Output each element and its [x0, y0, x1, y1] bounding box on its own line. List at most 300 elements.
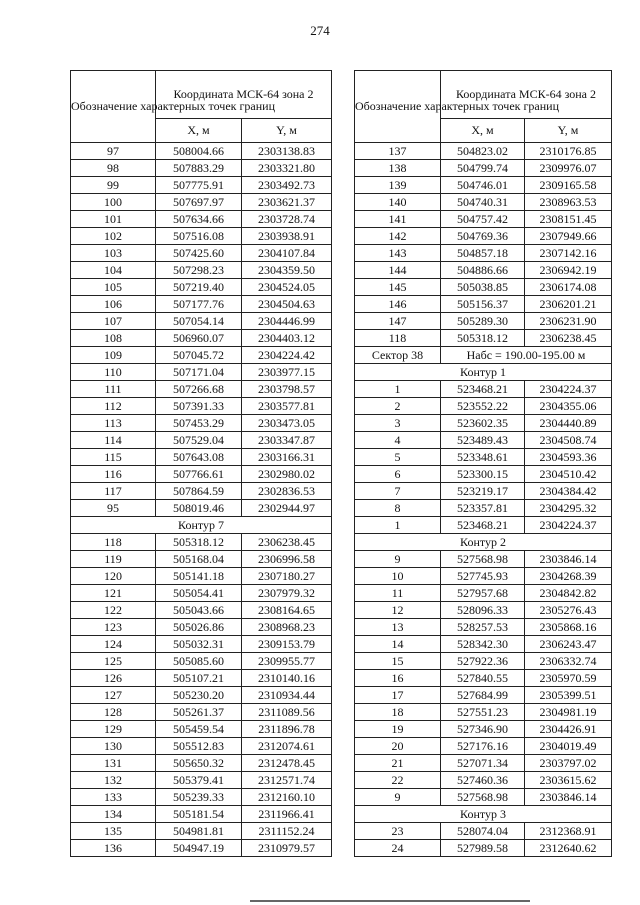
page-bottom-edge [250, 900, 530, 902]
coord-y: 2305970.59 [525, 670, 612, 687]
coord-y: 2305868.16 [525, 619, 612, 636]
table-row [355, 789, 612, 806]
coord-y: 2312074.61 [242, 738, 332, 755]
coord-x: 527989.58 [441, 840, 525, 857]
point-id: 100 [71, 194, 156, 211]
table-row [71, 806, 332, 823]
coord-y: 2306243.47 [525, 636, 612, 653]
point-id: 102 [71, 228, 156, 245]
contour-header-row [71, 517, 332, 534]
coordinates-table-left [70, 70, 332, 857]
coord-y: 2306238.45 [525, 330, 612, 347]
coord-x: 507453.29 [156, 415, 242, 432]
point-id: 10 [355, 568, 441, 585]
coord-x: 507177.76 [156, 296, 242, 313]
sector-header-row [355, 347, 612, 364]
point-id: 99 [71, 177, 156, 194]
table-row [355, 602, 612, 619]
coord-x: 505181.54 [156, 806, 242, 823]
coord-y: 2303321.80 [242, 160, 332, 177]
table-row [355, 194, 612, 211]
point-id: 130 [71, 738, 156, 755]
table-row [355, 500, 612, 517]
coord-x: 527568.98 [441, 789, 525, 806]
coord-x: 504857.18 [441, 245, 525, 262]
coord-y: 2304224.37 [525, 381, 612, 398]
point-id: 135 [71, 823, 156, 840]
table-row [355, 228, 612, 245]
point-id: 21 [355, 755, 441, 772]
coord-y: 2311966.41 [242, 806, 332, 823]
coord-x: 504823.02 [441, 143, 525, 160]
coord-x: 505261.37 [156, 704, 242, 721]
point-id: 22 [355, 772, 441, 789]
table-row [71, 687, 332, 704]
table-row [71, 483, 332, 500]
table-row [71, 160, 332, 177]
table-row [355, 432, 612, 449]
point-id: 17 [355, 687, 441, 704]
table-row [71, 398, 332, 415]
coord-x: 505026.86 [156, 619, 242, 636]
coord-x: 505289.30 [441, 313, 525, 330]
point-id: 6 [355, 466, 441, 483]
coord-y: 2307949.66 [525, 228, 612, 245]
table-row [71, 245, 332, 262]
coord-x: 507516.08 [156, 228, 242, 245]
point-id: 128 [71, 704, 156, 721]
table-row [71, 466, 332, 483]
point-id: 136 [71, 840, 156, 857]
coord-y: 2304019.49 [525, 738, 612, 755]
table-row [71, 602, 332, 619]
coord-x: 527957.68 [441, 585, 525, 602]
table-row [355, 653, 612, 670]
table-row [71, 228, 332, 245]
coord-y: 2304384.42 [525, 483, 612, 500]
coord-y: 2302980.02 [242, 466, 332, 483]
table-row [355, 449, 612, 466]
coord-x: 505054.41 [156, 585, 242, 602]
point-id: 97 [71, 143, 156, 160]
coord-y: 2304504.63 [242, 296, 332, 313]
header-x: X, м [441, 119, 525, 143]
coord-y: 2303347.87 [242, 432, 332, 449]
table-body-right [355, 143, 612, 857]
point-id: 124 [71, 636, 156, 653]
coord-y: 2310934.44 [242, 687, 332, 704]
coord-y: 2311896.78 [242, 721, 332, 738]
point-id: 103 [71, 245, 156, 262]
coord-x: 505318.12 [156, 534, 242, 551]
point-id: 144 [355, 262, 441, 279]
point-id: 4 [355, 432, 441, 449]
coord-x: 527922.36 [441, 653, 525, 670]
coord-y: 2307142.16 [525, 245, 612, 262]
point-id: 118 [355, 330, 441, 347]
coord-x: 523219.17 [441, 483, 525, 500]
coord-x: 527840.55 [441, 670, 525, 687]
point-id: 110 [71, 364, 156, 381]
table-row [355, 466, 612, 483]
coord-y: 2312640.62 [525, 840, 612, 857]
point-id: 13 [355, 619, 441, 636]
table-row [71, 296, 332, 313]
header-x: X, м [156, 119, 242, 143]
table-row [71, 177, 332, 194]
coord-y: 2306238.45 [242, 534, 332, 551]
coord-x: 505239.33 [156, 789, 242, 806]
point-id: 7 [355, 483, 441, 500]
point-id: 2 [355, 398, 441, 415]
coord-x: 527551.23 [441, 704, 525, 721]
coord-x: 523468.21 [441, 517, 525, 534]
table-row [71, 364, 332, 381]
table-row [355, 619, 612, 636]
coord-x: 504769.36 [441, 228, 525, 245]
table-row [71, 432, 332, 449]
coord-y: 2304295.32 [525, 500, 612, 517]
point-id: 120 [71, 568, 156, 585]
table-row [355, 551, 612, 568]
coord-y: 2306332.74 [525, 653, 612, 670]
coord-x: 523489.43 [441, 432, 525, 449]
point-id: 125 [71, 653, 156, 670]
coord-x: 507298.23 [156, 262, 242, 279]
point-id: 115 [71, 449, 156, 466]
contour-header-row [355, 534, 612, 551]
coord-y: 2304524.05 [242, 279, 332, 296]
point-id: 127 [71, 687, 156, 704]
coord-y: 2303798.57 [242, 381, 332, 398]
coord-x: 507634.66 [156, 211, 242, 228]
coord-x: 505230.20 [156, 687, 242, 704]
coord-x: 505038.85 [441, 279, 525, 296]
table-row [71, 721, 332, 738]
table-row [71, 330, 332, 347]
coord-y: 2303138.83 [242, 143, 332, 160]
coord-y: 2312478.45 [242, 755, 332, 772]
point-id: 9 [355, 551, 441, 568]
coord-y: 2307979.32 [242, 585, 332, 602]
coord-y: 2307180.27 [242, 568, 332, 585]
table-row [71, 653, 332, 670]
point-id: 12 [355, 602, 441, 619]
point-id: 107 [71, 313, 156, 330]
point-id: 140 [355, 194, 441, 211]
header-y: Y, м [242, 119, 332, 143]
coord-x: 523602.35 [441, 415, 525, 432]
coord-y: 2302944.97 [242, 500, 332, 517]
coord-y: 2303473.05 [242, 415, 332, 432]
coord-y: 2303846.14 [525, 789, 612, 806]
header-point-designation: Обозначение характерных точек границ [71, 71, 156, 143]
coord-x: 505141.18 [156, 568, 242, 585]
coord-y: 2312571.74 [242, 772, 332, 789]
table-row [355, 483, 612, 500]
coord-y: 2309153.79 [242, 636, 332, 653]
coord-y: 2303621.37 [242, 194, 332, 211]
coord-y: 2312160.10 [242, 789, 332, 806]
table-row [71, 619, 332, 636]
coord-x: 527460.36 [441, 772, 525, 789]
point-id: 11 [355, 585, 441, 602]
point-id: 133 [71, 789, 156, 806]
coord-y: 2309165.58 [525, 177, 612, 194]
point-id: 119 [71, 551, 156, 568]
header-coordinate-system: Координата МСК-64 зона 2 [441, 71, 612, 119]
coord-x: 523552.22 [441, 398, 525, 415]
table-row [355, 143, 612, 160]
table-row [71, 823, 332, 840]
table-row [71, 449, 332, 466]
coord-x: 504981.81 [156, 823, 242, 840]
point-id: 126 [71, 670, 156, 687]
coord-y: 2304981.19 [525, 704, 612, 721]
point-id: 24 [355, 840, 441, 857]
table-row [355, 568, 612, 585]
table-row [355, 704, 612, 721]
table-row [355, 262, 612, 279]
coord-x: 507219.40 [156, 279, 242, 296]
point-id: 129 [71, 721, 156, 738]
coord-x: 505032.31 [156, 636, 242, 653]
table-row [71, 143, 332, 160]
table-row [355, 415, 612, 432]
coord-x: 527176.16 [441, 738, 525, 755]
coord-y: 2304446.99 [242, 313, 332, 330]
point-id: 112 [71, 398, 156, 415]
coord-x: 507171.04 [156, 364, 242, 381]
coord-y: 2310140.16 [242, 670, 332, 687]
coord-y: 2302836.53 [242, 483, 332, 500]
table-row [355, 211, 612, 228]
sector-label: Сектор 38 [355, 347, 441, 364]
point-id: 138 [355, 160, 441, 177]
point-id: 134 [71, 806, 156, 823]
coord-x: 505459.54 [156, 721, 242, 738]
coord-y: 2303977.15 [242, 364, 332, 381]
point-id: 145 [355, 279, 441, 296]
point-id: 109 [71, 347, 156, 364]
table-row [71, 381, 332, 398]
coord-y: 2303797.02 [525, 755, 612, 772]
point-id: 131 [71, 755, 156, 772]
point-id: 15 [355, 653, 441, 670]
table-row [71, 738, 332, 755]
coord-y: 2311152.24 [242, 823, 332, 840]
coord-y: 2304426.91 [525, 721, 612, 738]
table-row [71, 415, 332, 432]
point-id: 105 [71, 279, 156, 296]
coord-y: 2309955.77 [242, 653, 332, 670]
contour-label: Контур 1 [355, 364, 612, 381]
table-row [71, 789, 332, 806]
point-id: 14 [355, 636, 441, 653]
point-id: 123 [71, 619, 156, 636]
header-point-designation: Обозначение характерных точек границ [355, 71, 441, 143]
point-id: 3 [355, 415, 441, 432]
coord-y: 2309976.07 [525, 160, 612, 177]
coord-x: 505168.04 [156, 551, 242, 568]
table-row [355, 381, 612, 398]
table-row [355, 687, 612, 704]
point-id: 108 [71, 330, 156, 347]
coord-x: 507697.97 [156, 194, 242, 211]
coord-y: 2308151.45 [525, 211, 612, 228]
coord-x: 505107.21 [156, 670, 242, 687]
point-id: 121 [71, 585, 156, 602]
point-id: 5 [355, 449, 441, 466]
table-row [355, 330, 612, 347]
coord-x: 504799.74 [441, 160, 525, 177]
table-row [71, 500, 332, 517]
point-id: 114 [71, 432, 156, 449]
coord-x: 505085.60 [156, 653, 242, 670]
coord-y: 2304359.50 [242, 262, 332, 279]
coord-y: 2310176.85 [525, 143, 612, 160]
point-id: 23 [355, 823, 441, 840]
coord-y: 2306996.58 [242, 551, 332, 568]
table-row [355, 840, 612, 857]
coord-y: 2303728.74 [242, 211, 332, 228]
table-row [355, 517, 612, 534]
coord-x: 505379.41 [156, 772, 242, 789]
table-row [355, 313, 612, 330]
coord-y: 2308164.65 [242, 602, 332, 619]
point-id: 19 [355, 721, 441, 738]
coord-y: 2305399.51 [525, 687, 612, 704]
point-id: 8 [355, 500, 441, 517]
coord-y: 2312368.91 [525, 823, 612, 840]
point-id: 116 [71, 466, 156, 483]
coord-y: 2304508.74 [525, 432, 612, 449]
point-id: 95 [71, 500, 156, 517]
table-row [355, 772, 612, 789]
coord-x: 527071.34 [441, 755, 525, 772]
coord-x: 507054.14 [156, 313, 242, 330]
coord-x: 504746.01 [441, 177, 525, 194]
coord-y: 2303615.62 [525, 772, 612, 789]
coord-x: 523300.15 [441, 466, 525, 483]
point-id: 132 [71, 772, 156, 789]
coord-y: 2304842.82 [525, 585, 612, 602]
table-row [71, 636, 332, 653]
coord-x: 528096.33 [441, 602, 525, 619]
coord-y: 2311089.56 [242, 704, 332, 721]
coord-y: 2305276.43 [525, 602, 612, 619]
table-body-left [71, 143, 332, 857]
table-row [355, 721, 612, 738]
coord-x: 508019.46 [156, 500, 242, 517]
coord-x: 507391.33 [156, 398, 242, 415]
coord-y: 2304107.84 [242, 245, 332, 262]
coord-x: 507529.04 [156, 432, 242, 449]
coord-x: 507425.60 [156, 245, 242, 262]
table-row [355, 738, 612, 755]
point-id: 139 [355, 177, 441, 194]
point-id: 118 [71, 534, 156, 551]
table-row [71, 551, 332, 568]
point-id: 1 [355, 381, 441, 398]
point-id: 106 [71, 296, 156, 313]
point-id: 147 [355, 313, 441, 330]
coord-y: 2310979.57 [242, 840, 332, 857]
contour-label: Контур 7 [71, 517, 332, 534]
point-id: 111 [71, 381, 156, 398]
coord-y: 2303577.81 [242, 398, 332, 415]
table-row [71, 568, 332, 585]
point-id: 113 [71, 415, 156, 432]
point-id: 104 [71, 262, 156, 279]
coord-x: 527568.98 [441, 551, 525, 568]
coord-x: 528342.30 [441, 636, 525, 653]
table-row [71, 670, 332, 687]
point-id: 9 [355, 789, 441, 806]
table-row [71, 211, 332, 228]
point-id: 141 [355, 211, 441, 228]
coord-x: 505318.12 [441, 330, 525, 347]
coord-x: 507045.72 [156, 347, 242, 364]
table-row [71, 534, 332, 551]
coord-y: 2303166.31 [242, 449, 332, 466]
point-id: 16 [355, 670, 441, 687]
coord-y: 2303846.14 [525, 551, 612, 568]
table-row [355, 636, 612, 653]
coord-x: 523468.21 [441, 381, 525, 398]
table-row [71, 279, 332, 296]
coord-x: 523348.61 [441, 449, 525, 466]
table-row [355, 398, 612, 415]
coord-x: 507266.68 [156, 381, 242, 398]
contour-header-row [355, 364, 612, 381]
coord-x: 528074.04 [441, 823, 525, 840]
coord-y: 2304403.12 [242, 330, 332, 347]
coord-y: 2306231.90 [525, 313, 612, 330]
table-row [71, 585, 332, 602]
table-row [71, 262, 332, 279]
table-row [355, 296, 612, 313]
table-row [355, 245, 612, 262]
table-row [71, 772, 332, 789]
coord-y: 2303938.91 [242, 228, 332, 245]
coord-x: 508004.66 [156, 143, 242, 160]
coord-x: 506960.07 [156, 330, 242, 347]
point-id: 101 [71, 211, 156, 228]
coord-y: 2304224.42 [242, 347, 332, 364]
coord-x: 507864.59 [156, 483, 242, 500]
header-coordinate-system: Координата МСК-64 зона 2 [156, 71, 332, 119]
table-row [71, 840, 332, 857]
coord-x: 527346.90 [441, 721, 525, 738]
table-row [71, 194, 332, 211]
point-id: 137 [355, 143, 441, 160]
contour-label: Контур 2 [355, 534, 612, 551]
point-id: 1 [355, 517, 441, 534]
header-y: Y, м [525, 119, 612, 143]
coord-y: 2306201.21 [525, 296, 612, 313]
table-row [355, 177, 612, 194]
coord-x: 504757.42 [441, 211, 525, 228]
table-row [355, 823, 612, 840]
point-id: 98 [71, 160, 156, 177]
point-id: 117 [71, 483, 156, 500]
page-number: 274 [310, 23, 330, 38]
coord-y: 2304224.37 [525, 517, 612, 534]
coord-x: 504740.31 [441, 194, 525, 211]
point-id: 146 [355, 296, 441, 313]
contour-header-row [355, 806, 612, 823]
